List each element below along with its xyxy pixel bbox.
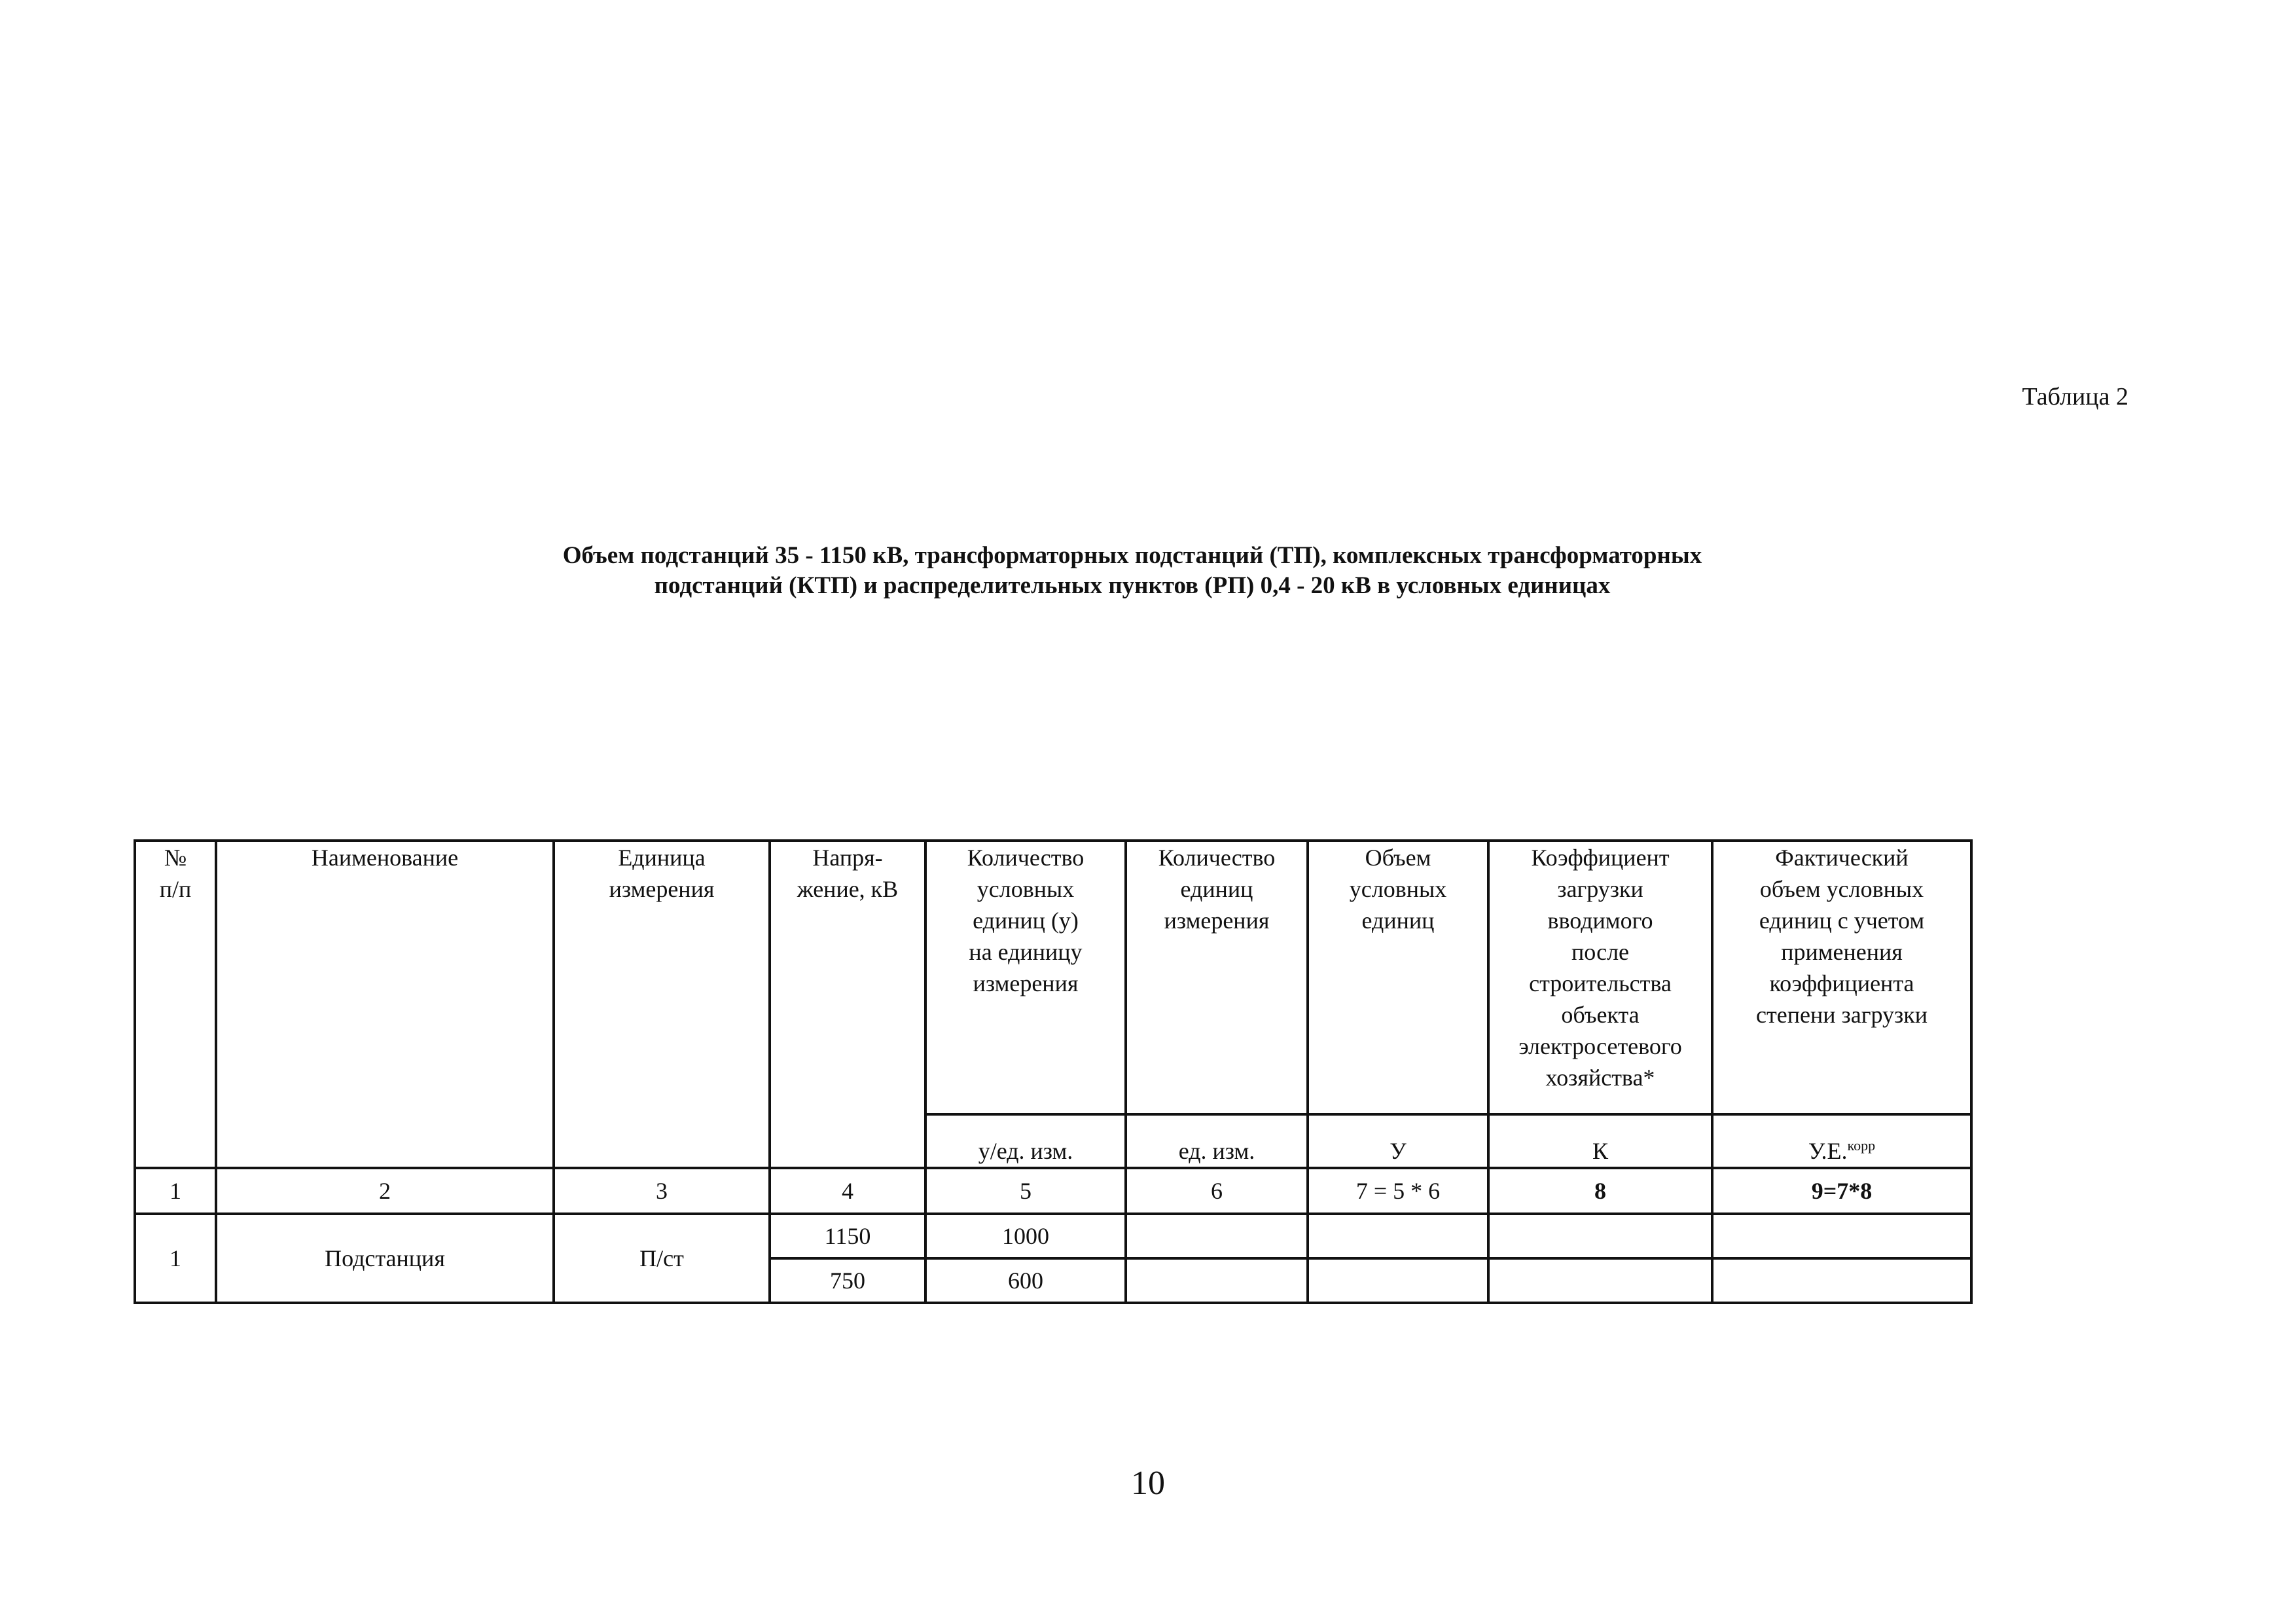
row-fact-empty (1712, 1258, 1971, 1303)
column-number: 5 (925, 1168, 1126, 1214)
row-qty-empty (1126, 1258, 1308, 1303)
header-voltage: Напря- жение, кВ (770, 841, 925, 1168)
row-units-per: 600 (925, 1258, 1126, 1303)
column-numbers-row (135, 1168, 1971, 1214)
unit-vol: У (1308, 1114, 1488, 1168)
title-line-1: Объем подстанций 35 - 1150 кВ, трансформаторных подстанций (ТП), комплексных трансформаторных (562, 542, 1702, 569)
header-unit: Единица измерения (554, 841, 770, 1168)
column-number: 6 (1126, 1168, 1308, 1214)
row-unit: П/ст (554, 1214, 770, 1303)
row-num: 1 (135, 1214, 216, 1303)
document-title (131, 541, 2134, 601)
substations-volume-table (134, 839, 1973, 1304)
unit-coef: К (1488, 1114, 1712, 1168)
row-vol-empty (1308, 1214, 1488, 1258)
row-name: Подстанция (216, 1214, 554, 1303)
column-number: 9=7*8 (1712, 1168, 1971, 1214)
header-quantity: Количество единиц измерения (1126, 841, 1308, 1114)
row-fact-empty (1712, 1214, 1971, 1258)
row-coef-empty (1488, 1214, 1712, 1258)
table-row (135, 1214, 1971, 1258)
row-voltage: 1150 (770, 1214, 925, 1258)
row-units-per: 1000 (925, 1214, 1126, 1258)
header-actual-volume: Фактический объем условных единиц с учетом применения коэффициента степени загрузки (1712, 841, 1971, 1114)
column-number: 3 (554, 1168, 770, 1214)
column-number: 4 (770, 1168, 925, 1214)
header-num: № п/п (135, 841, 216, 1168)
column-number: 1 (135, 1168, 216, 1214)
unit-cu: у/ед. изм. (925, 1114, 1126, 1168)
header-volume: Объем условных единиц (1308, 841, 1488, 1114)
header-conventional-units-per-unit: Количество условных единиц (у) на единицу измерения (925, 841, 1126, 1114)
row-vol-empty (1308, 1258, 1488, 1303)
column-number: 2 (216, 1168, 554, 1214)
table-label: Таблица 2 (2022, 383, 2128, 410)
header-name: Наименование (216, 841, 554, 1168)
title-line-2: подстанций (КТП) и распределительных пунктов (РП) 0,4 - 20 кВ в условных единицах (654, 572, 1611, 599)
unit-fact: У.Е.$^{корр}$ (1712, 1114, 1971, 1168)
page-number: 10 (1131, 1465, 1165, 1502)
row-coef-empty (1488, 1258, 1712, 1303)
column-number: 8 (1488, 1168, 1712, 1214)
unit-qty: ед. изм. (1126, 1114, 1308, 1168)
row-voltage: 750 (770, 1258, 925, 1303)
header-load-coefficient: Коэффициент загрузки вводимого после строительства объекта электросетевого хозяйства* (1488, 841, 1712, 1114)
row-qty-empty (1126, 1214, 1308, 1258)
column-number: 7 = 5 * 6 (1308, 1168, 1488, 1214)
